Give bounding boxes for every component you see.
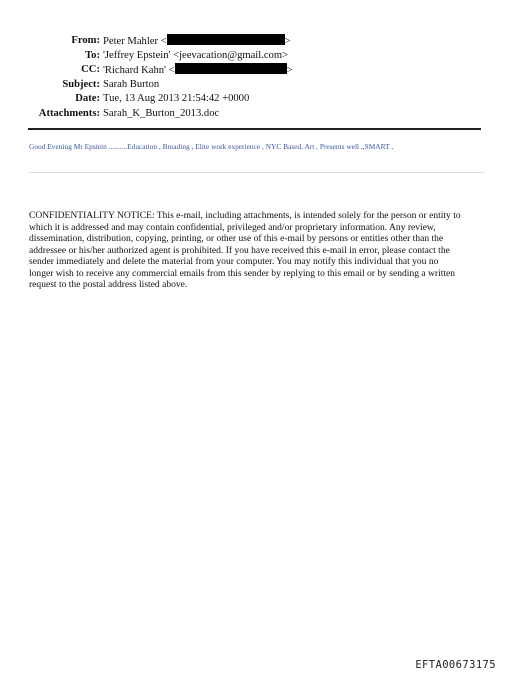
from-row <box>0 34 512 49</box>
attachments-row <box>0 107 512 122</box>
from-value <box>103 34 291 50</box>
cc-suffix: > <box>286 65 293 77</box>
notice-line: dissemination, distribution, copying, printing, or other use of this e-mail by persons or entities other than the <box>29 233 444 244</box>
from-suffix: > <box>284 36 291 47</box>
date-label: Date: <box>75 93 100 105</box>
notice-line: request to the postal address listed above. <box>29 279 188 290</box>
notice-line: longer wish to receive any commercial emails from this sender by replying to this email or by sending a written <box>29 267 456 279</box>
cc-name: 'Richard Kahn' < <box>103 65 175 77</box>
to-value: 'Jeffrey Epstein' <jeevacation@gmail.com> <box>103 49 289 61</box>
cc-row <box>0 63 512 78</box>
cc-value <box>103 63 293 79</box>
from-redaction <box>167 34 285 45</box>
cc-label: CC: <box>81 64 100 76</box>
to-row <box>0 49 512 64</box>
subject-label: Subject: <box>62 78 100 90</box>
body-divider <box>28 172 485 173</box>
subject-row <box>0 78 512 93</box>
to-label: To: <box>85 49 100 61</box>
document-id: EFTA00673175 <box>415 659 496 671</box>
notice-line: which it is addressed and may contain confidential, privileged and/or proprietary information. Any review, <box>29 221 436 233</box>
email-header <box>0 34 512 122</box>
attachments-label: Attachments: <box>38 107 100 119</box>
from-name: Peter Mahler < <box>103 36 167 47</box>
date-row <box>0 92 512 107</box>
attachments-value: Sarah_K_Burton_2013.doc <box>103 107 220 119</box>
notice-line: addressee or his/her authorized agent is prohibited. If you have received this e-mail in error, please contact the <box>29 244 450 256</box>
cc-redaction <box>175 63 287 74</box>
subject-value: Sarah Burton <box>103 78 160 90</box>
email-body-message: Good Evening Mr Epstein ..........Education , Breading , Elite work experience , NYC Based, Art , Presents well ,,SMART , <box>29 142 394 151</box>
confidentiality-notice <box>29 210 485 291</box>
header-divider <box>28 128 481 130</box>
notice-line: CONFIDENTIALITY NOTICE: This e-mail, including attachments, is intended solely for the person or entity to <box>29 210 461 221</box>
date-value: Tue, 13 Aug 2013 21:54:42 +0000 <box>103 93 250 105</box>
notice-line: sender immediately and delete the material from your computer. You may notify this individual that you no <box>29 256 439 267</box>
from-label: From: <box>71 35 100 46</box>
